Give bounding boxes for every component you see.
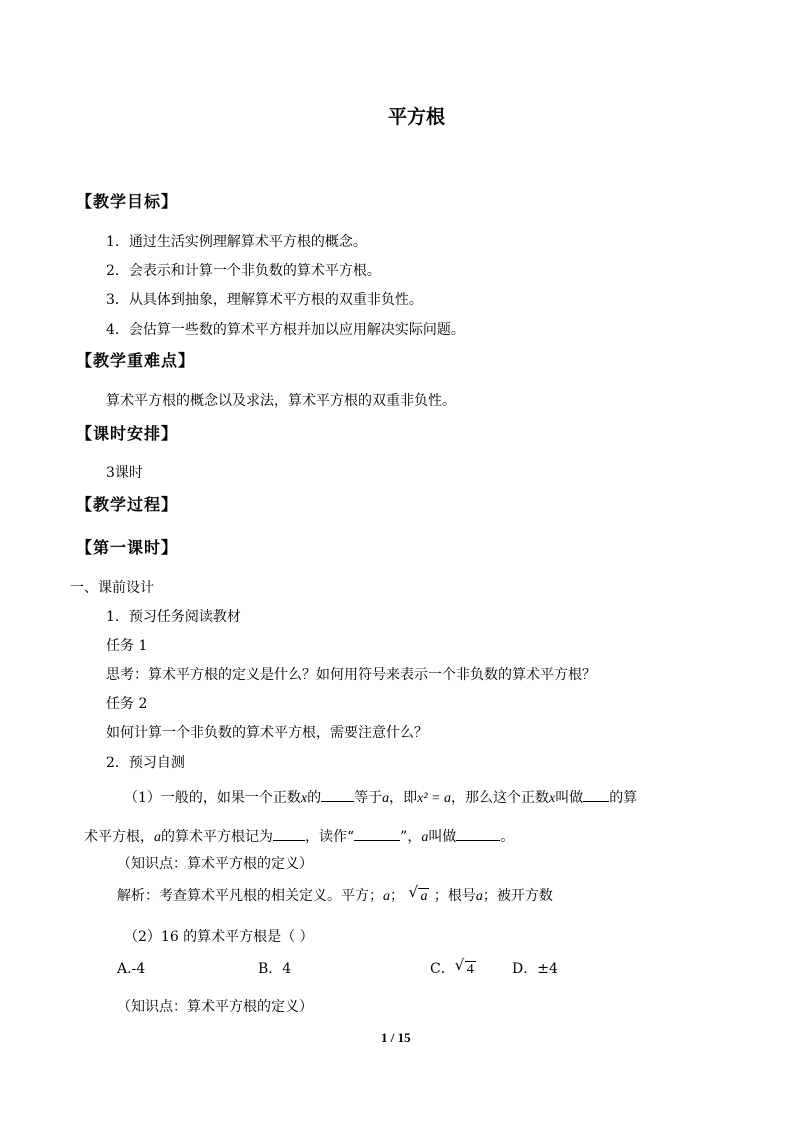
sqrt-a-icon: √ a (408, 883, 428, 904)
schedule-text: 3课时 (106, 465, 143, 481)
page-number: 1 / 15 (381, 1030, 411, 1045)
equation: x² = a (417, 791, 451, 806)
option-a[interactable]: A.-4 (117, 961, 146, 977)
schedule-heading: 【课时安排】 (76, 424, 179, 443)
answer-blank-4[interactable] (354, 828, 400, 841)
var-a: a (154, 830, 161, 845)
var-a: a (421, 830, 429, 845)
analysis-d: ；被开方数 (482, 888, 553, 904)
option-b[interactable]: B．4 (258, 961, 292, 977)
answer-blank-1[interactable] (321, 789, 354, 802)
keypoints-text: 算术平方根的概念以及求法，算术平方根的双重非负性。 (106, 393, 456, 409)
var-a: a (382, 791, 390, 806)
prelesson-heading: 一、课前设计 (70, 580, 154, 596)
option-c[interactable]: C． √ 4 (430, 956, 474, 977)
q1-text-e: ，那么这个正数 (451, 790, 549, 806)
knowledge-point-1: （知识点：算术平方根的定义） (117, 856, 313, 872)
objective-item-2: 2．会表示和计算一个非负数的算术平方根。 (106, 263, 381, 279)
objective-item-1: 1．通过生活实例理解算术平方根的概念。 (106, 234, 367, 250)
task1-label: 任务 1 (106, 638, 148, 654)
var-x: x (300, 791, 308, 806)
var-x: x (549, 791, 556, 806)
task1-text: 思考：算术平方根的定义是什么？如何用符号来表示一个非负数的算术平方根？ (106, 667, 596, 683)
question-2-stem: （2）16 的算术平方根是（ ） (124, 929, 314, 945)
answer-blank-3[interactable] (273, 828, 305, 841)
q1-text-c: 等于 (354, 790, 383, 806)
q1-text-b: 的 (307, 790, 322, 806)
self-test-item: 2．预习自测 (106, 755, 185, 771)
question-1-line-1 (124, 789, 637, 806)
q1-line2-f: 。 (500, 829, 515, 845)
keypoints-heading: 【教学重难点】 (76, 351, 196, 370)
objectives-heading: 【教学目标】 (76, 192, 179, 211)
answer-blank-5[interactable] (456, 828, 500, 841)
q1-line2-e: 叫做 (428, 829, 457, 845)
q1-text-a: （1）一般的，如果一个正数 (124, 790, 301, 806)
q1-text-f: 叫做 (555, 790, 584, 806)
answer-blank-2[interactable] (583, 789, 609, 802)
preview-task-item: 1．预习任务阅读教材 (106, 609, 241, 625)
q1-line2-a: 术平方根， (84, 829, 154, 845)
lesson1-heading: 【第一课时】 (76, 538, 179, 557)
knowledge-point-2: （知识点：算术平方根的定义） (117, 999, 313, 1015)
q1-line2-d: ”， (400, 829, 422, 845)
sqrt-4-icon: √ 4 (454, 956, 474, 977)
task2-text: 如何计算一个非负数的算术平方根，需要注意什么？ (106, 725, 428, 741)
q1-text-d: ，即 (389, 790, 418, 806)
task2-label: 任务 2 (106, 696, 148, 712)
q1-line2-b: 的算术平方根记为 (161, 829, 273, 845)
q1-line2-c: ，读作“ (305, 829, 355, 845)
option-d[interactable]: D．±4 (512, 961, 558, 977)
analysis-text (117, 883, 553, 904)
analysis-b: ； (390, 888, 404, 904)
objective-item-4: 4．会估算一些数的算术平方根并加以应用解决实际问题。 (106, 322, 465, 338)
var-a: a (475, 889, 483, 904)
process-heading: 【教学过程】 (76, 495, 179, 514)
question-1-line-2 (84, 828, 514, 845)
q1-text-g: 的算 (609, 790, 638, 806)
page-title: 平方根 (388, 106, 446, 128)
analysis-a: 解析：考查算术平凡根的相关定义。平方； (117, 888, 383, 904)
objective-item-3: 3．从具体到抽象，理解算术平方根的双重非负性。 (106, 292, 423, 308)
analysis-c: ；根号 (433, 888, 476, 904)
var-a: a (383, 889, 390, 904)
